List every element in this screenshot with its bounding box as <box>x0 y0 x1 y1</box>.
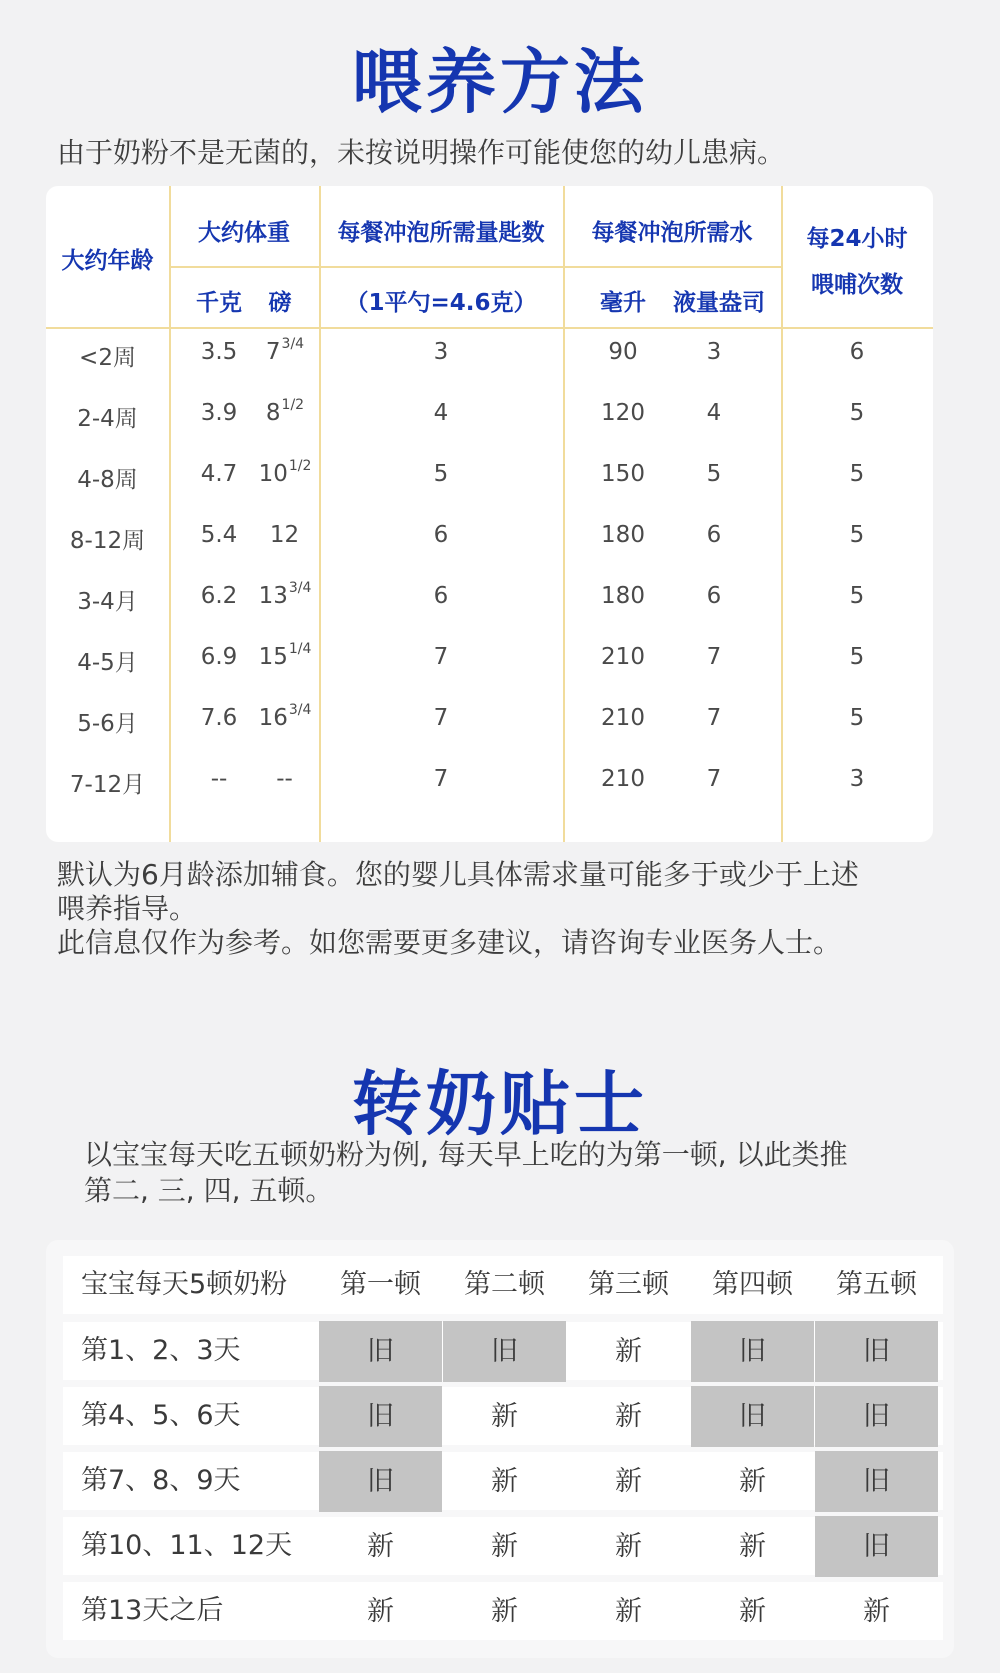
oz-cell: 7 <box>706 644 722 670</box>
feeds-cell: 3 <box>849 766 865 792</box>
oz-cell: 6 <box>706 583 722 609</box>
meal-cell: 旧 <box>691 1321 814 1382</box>
scoops-cell: 3 <box>433 339 449 365</box>
meal-cell: 新 <box>491 1466 518 1497</box>
age-cell: 5-6月 <box>77 711 138 737</box>
kg-cell: 3.9 <box>200 400 238 426</box>
meal-cell: 旧 <box>815 1386 938 1447</box>
ml-cell: 150 <box>601 461 645 487</box>
meal-cell: 新 <box>739 1531 766 1562</box>
transition-title: 转奶贴士 <box>352 1063 648 1145</box>
scoops-cell: 7 <box>433 766 449 792</box>
transition-header-label: 宝宝每天5顿奶粉 <box>81 1269 288 1300</box>
meal-header: 第五顿 <box>836 1269 917 1300</box>
lb-cell: $10^{1/2}$ <box>258 458 312 487</box>
meal-cell: 旧 <box>815 1516 938 1577</box>
meal-cell: 旧 <box>815 1451 938 1512</box>
lb-cell: 12 <box>269 522 300 548</box>
tip-line: 以宝宝每天吃五顿奶粉为例, 每天早上吃的为第一顿, 以此类推 <box>84 1138 848 1171</box>
note-line: 此信息仅作为参考。如您需要更多建议，请咨询专业医务人士。 <box>57 926 842 959</box>
note-line: 默认为6月龄添加辅食。您的婴儿具体需求量可能多于或少于上述 <box>57 858 859 891</box>
lb-fraction: 1/2 <box>288 458 312 474</box>
scoops-cell: 6 <box>433 522 449 548</box>
lb-fraction: 3/4 <box>288 702 312 718</box>
ml-cell: 90 <box>608 339 638 365</box>
feeding-table <box>46 186 933 842</box>
meal-cell: 旧 <box>691 1386 814 1447</box>
meal-header: 第三顿 <box>588 1269 669 1300</box>
age-cell: 4-8周 <box>77 467 138 493</box>
feeds-cell: 5 <box>849 644 865 670</box>
meal-cell: 新 <box>615 1401 642 1432</box>
ml-cell: 210 <box>601 766 645 792</box>
header-water: 每餐冲泡所需水 <box>591 220 753 246</box>
lb-cell: -- <box>276 766 293 792</box>
feeding-intro: 由于奶粉不是无菌的，未按说明操作可能使您的幼儿患病。 <box>57 136 786 169</box>
feeding-notes <box>57 858 859 960</box>
meal-header: 第四顿 <box>712 1269 793 1300</box>
header-weight: 大约体重 <box>198 220 290 246</box>
note-line: 喂养指导。 <box>57 892 198 925</box>
kg-cell: 7.6 <box>200 705 238 731</box>
header-scoops: 每餐冲泡所需量匙数 <box>337 220 545 246</box>
transition-row-label: 第10、11、12天 <box>81 1530 293 1561</box>
transition-row-label: 第13天之后 <box>81 1595 224 1626</box>
age-cell: 7-12月 <box>69 772 146 798</box>
meal-cell: 新 <box>491 1596 518 1627</box>
scoops-cell: 7 <box>433 644 449 670</box>
feeds-cell: 5 <box>849 400 865 426</box>
lb-fraction: 3/4 <box>281 336 305 352</box>
ml-cell: 210 <box>601 644 645 670</box>
meal-cell: 新 <box>615 1336 642 1367</box>
transition-tip <box>84 1137 848 1209</box>
meal-cell: 新 <box>615 1596 642 1627</box>
feeds-cell: 5 <box>849 583 865 609</box>
meal-header: 第二顿 <box>464 1269 545 1300</box>
meal-cell: 新 <box>863 1596 890 1627</box>
kg-cell: 6.2 <box>200 583 238 609</box>
scoops-cell: 6 <box>433 583 449 609</box>
tip-line: 第二, 三, 四, 五顿。 <box>84 1174 334 1207</box>
ml-cell: 180 <box>601 522 645 548</box>
lb-cell: $8^{1/2}$ <box>265 397 305 426</box>
meal-cell: 旧 <box>319 1321 442 1382</box>
age-cell: 3-4月 <box>77 589 138 615</box>
oz-cell: 3 <box>706 339 722 365</box>
feeds-cell: 5 <box>849 461 865 487</box>
meal-cell: 新 <box>491 1401 518 1432</box>
lb-cell: $13^{3/4}$ <box>258 580 312 609</box>
ml-cell: 180 <box>601 583 645 609</box>
header-age: 大约年龄 <box>61 248 154 274</box>
header-kg: 千克 <box>196 290 242 316</box>
kg-cell: 4.7 <box>200 461 238 487</box>
age-cell: <2周 <box>79 345 136 371</box>
meal-cell: 旧 <box>815 1321 938 1382</box>
transition-row-label: 第7、8、9天 <box>81 1465 241 1496</box>
header-lb: 磅 <box>268 290 292 316</box>
meal-cell: 新 <box>367 1596 394 1627</box>
oz-cell: 7 <box>706 705 722 731</box>
meal-cell: 新 <box>615 1466 642 1497</box>
feeds-cell: 5 <box>849 705 865 731</box>
header-oz: 液量盎司 <box>673 290 765 316</box>
scoops-cell: 7 <box>433 705 449 731</box>
kg-cell: 3.5 <box>200 339 238 365</box>
lb-fraction: 1/4 <box>288 641 312 657</box>
lb-cell: $7^{3/4}$ <box>265 336 305 365</box>
header-per-day-1: 每24小时 <box>806 226 908 252</box>
feeds-cell: 5 <box>849 522 865 548</box>
kg-cell: 6.9 <box>200 644 238 670</box>
oz-cell: 4 <box>706 400 722 426</box>
meal-cell: 旧 <box>319 1386 442 1447</box>
header-per-day-2: 喂哺次数 <box>811 272 903 298</box>
age-cell: 4-5月 <box>77 650 138 676</box>
meal-cell: 新 <box>367 1531 394 1562</box>
meal-cell: 新 <box>739 1596 766 1627</box>
header-scoop-note: （1平勺=4.6克） <box>345 290 537 316</box>
lb-cell: $16^{3/4}$ <box>258 702 312 731</box>
meal-cell: 旧 <box>319 1451 442 1512</box>
lb-fraction: 3/4 <box>288 580 312 596</box>
oz-cell: 6 <box>706 522 722 548</box>
kg-cell: 5.4 <box>200 522 238 548</box>
age-cell: 8-12周 <box>69 528 146 554</box>
transition-row-label: 第4、5、6天 <box>81 1400 241 1431</box>
age-cell: 2-4周 <box>77 406 138 432</box>
oz-cell: 7 <box>706 766 722 792</box>
meal-header: 第一顿 <box>340 1269 421 1300</box>
ml-cell: 120 <box>601 400 645 426</box>
meal-cell: 新 <box>491 1531 518 1562</box>
scoops-cell: 5 <box>433 461 449 487</box>
ml-cell: 210 <box>601 705 645 731</box>
header-ml: 毫升 <box>600 290 646 316</box>
lb-cell: $15^{1/4}$ <box>258 641 312 670</box>
feeding-title: 喂养方法 <box>352 41 648 123</box>
lb-fraction: 1/2 <box>281 397 305 413</box>
kg-cell: -- <box>210 766 228 792</box>
meal-cell: 新 <box>739 1466 766 1497</box>
oz-cell: 5 <box>706 461 722 487</box>
scoops-cell: 4 <box>433 400 449 426</box>
meal-cell: 新 <box>615 1531 642 1562</box>
transition-row-label: 第1、2、3天 <box>81 1335 241 1366</box>
feeds-cell: 6 <box>849 339 865 365</box>
meal-cell: 旧 <box>443 1321 566 1382</box>
transition-table <box>46 1240 954 1658</box>
